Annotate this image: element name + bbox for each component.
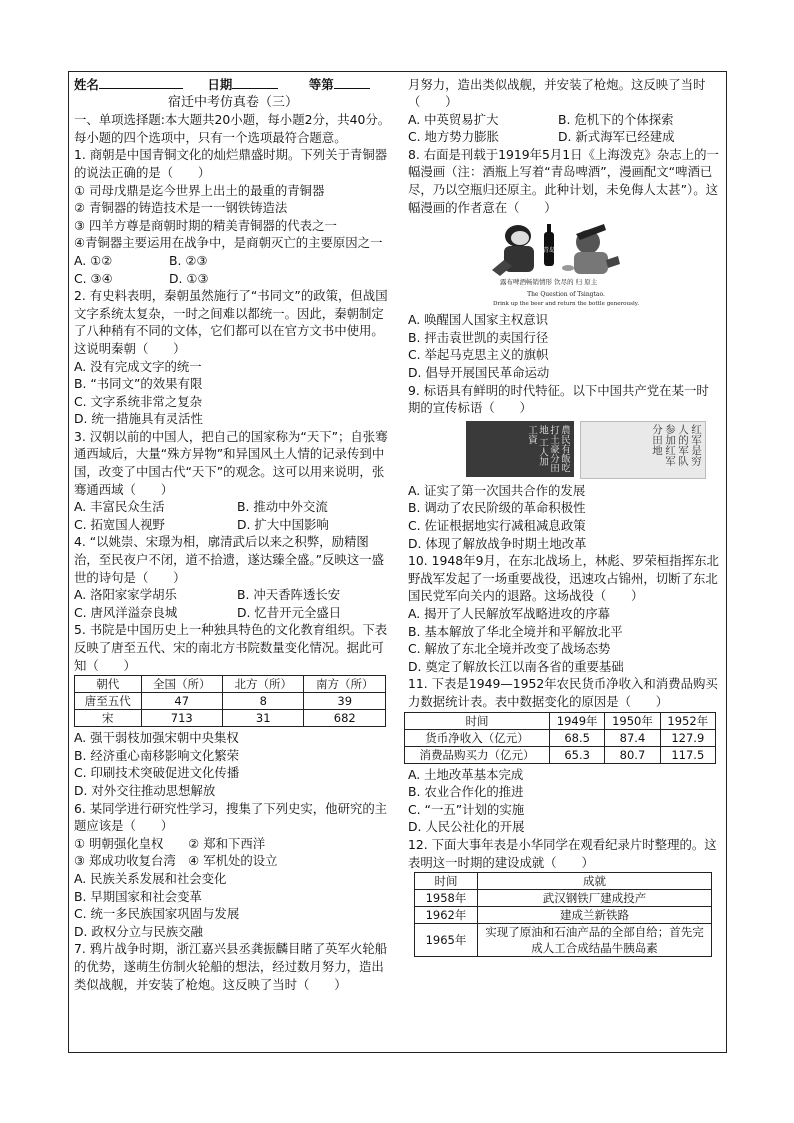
option-c[interactable]: C. 唐风洋溢奈良城 [74,604,178,620]
question-stem: 9. 标语具有鲜明的时代特征。以下中国共产党在某一时期的宣传标语（ ） [408,382,709,416]
table-cell: 唐至五代 [75,693,142,710]
table-cell: 实现了原油和石油产品的全部自给；首先完成人工合成结晶牛胰岛素 [478,924,712,957]
table-row [75,710,386,727]
question-stem: 4. “以姚崇、宋璟为相，廓清武后以来之积弊，励精图治，至民夜户不闭，道不拾遗，遂达臻全盛。”反映这一盛世的诗句是（ ） [74,534,384,585]
option-b[interactable]: B. 农业合作化的推进 [408,784,524,800]
table-header: 时间 [405,712,550,729]
section-intro: 一、单项选择题:本大题共20小题，每小题2分，共40分。每小题的四个选项中，只有一个选项最符合题意。 [74,112,391,145]
option-a[interactable]: A. 揭开了人民解放军战略进攻的序幕 [408,605,610,621]
option-b[interactable]: B. 推动中外交流 [237,499,328,515]
option-d[interactable]: D. 政权分立与民族交融 [74,923,203,939]
table-cell: 1965年 [415,924,478,957]
option-a[interactable]: A. 没有完成文字的统一 [74,358,202,374]
table-cell: 1958年 [415,890,478,907]
page-title: 宿迁中考仿真卷（三） [167,94,298,110]
option-b[interactable]: B. 早期国家和社会变革 [74,888,202,904]
option-d[interactable]: D. 统一措施具有灵活性 [74,411,203,427]
question-stem: 12. 下面大事年表是小华同学在观看纪录片时整理的。这表明这一时期的建设成就（ ） [408,836,717,870]
option-b[interactable]: B. 调动了农民阶级的革命积极性 [408,500,586,516]
option-d[interactable]: D. ①③ [169,270,209,286]
option-a[interactable]: A. ①② [74,252,113,268]
table-cell: 武汉钢铁厂建成投产 [478,890,712,907]
table-cell: 8 [222,693,303,710]
question-12 [408,836,720,957]
statement: ② 青铜器的铸造技术是一一钢铁铸造法 [74,200,288,216]
cartoon-caption-cn: 露布啤酒畅销情形 饮尽的 归 原主 [500,278,598,287]
right-column [408,76,720,957]
option-c[interactable]: C. 举起马克思主义的旗帜 [408,347,549,363]
left-column [74,76,392,993]
option-b[interactable]: B. “书同文”的效果有限 [74,376,203,392]
option-c[interactable]: C. 拓宽国人视野 [74,516,165,532]
statement: ④青铜器主要运用在战争中，是商朝灭亡的主要原因之一 [74,235,383,251]
option-b[interactable]: B. ②③ [169,252,208,268]
cartoon-figure [408,220,720,308]
table-header: 北方（所） [222,676,303,693]
table-row [415,924,712,957]
table-cell: 87.4 [605,729,660,746]
table-cell: 68.5 [550,729,605,746]
question-1 [74,146,392,287]
table-cell: 39 [304,693,386,710]
option-b[interactable]: B. 经济重心南移影响文化繁荣 [74,747,240,763]
option-c[interactable]: C. ③④ [74,270,113,286]
grade-label: 等第 [308,77,334,92]
table-header: 时间 [415,873,478,890]
option-b[interactable]: B. 抨击袁世凯的卖国行径 [408,329,549,345]
table-row [405,729,716,746]
table-cell: 127.9 [660,729,715,746]
slogan-poster-light-text: 红军是穷人的军队 参加红军分田地 [651,423,702,466]
cartoon-caption-en: Drink up the beer and return the bottle generously. [492,301,640,308]
header-line [74,76,392,94]
table-cell: 货币净收入（亿元） [405,729,550,746]
table-header: 朝代 [75,676,142,693]
question-5 [74,621,392,799]
question-8 [408,146,720,382]
option-d[interactable]: D. 扩大中国影响 [237,516,329,532]
statement: ① 司母戊鼎是迄今世界上出土的最重的青铜器 [74,182,325,198]
table-row [75,693,386,710]
option-d[interactable]: D. 对外交往推动思想解放 [74,782,216,798]
option-d[interactable]: D. 新式海军已经建成 [558,129,675,145]
question-stem: 8. 右面是刊载于1919年5月1日《上海泼克》杂志上的一幅漫画（注：酒瓶上写着“青岛啤酒”，漫画配文“啤酒已尽，乃以空瓶归还原主。此种计划，未免侮人太甚”）。这幅漫画的作者意在（ ） [408,146,719,215]
data-table [404,712,716,764]
question-2 [74,287,392,428]
option-a[interactable]: A. 强干弱枝加强宋朝中央集权 [74,730,239,746]
table-cell: 65.3 [550,746,605,763]
table-header: 1952年 [660,712,715,729]
table-header: 全国（所） [141,676,222,693]
table-header: 1950年 [605,712,660,729]
question-9 [408,382,720,553]
option-a[interactable]: A. 民族关系发展和社会变化 [74,870,227,886]
statement: ③ 郑成功收复台湾 ④ 军机处的设立 [74,853,278,869]
option-c[interactable]: C. 统一多民族国家巩固与发展 [74,906,240,922]
option-d[interactable]: D. 体现了解放战争时期土地改革 [408,535,587,551]
table-row [415,907,712,924]
option-a[interactable]: A. 丰富民众生活 [74,499,165,515]
table-header: 1949年 [550,712,605,729]
question-7-stem-continued: 月努力，造出类似战舰，并安装了枪炮。这反映了当时（ ） [408,76,706,110]
table-cell: 117.5 [660,746,715,763]
table-row [405,746,716,763]
table-cell: 宋 [75,710,142,727]
statement: ③ 四羊方尊是商朝时期的精美青铜器的代表之一 [74,217,337,233]
option-a[interactable]: A. 唤醒国人国家主权意识 [408,312,549,328]
option-d[interactable]: D. 倡导开展国民革命运动 [408,365,550,381]
table-cell: 80.7 [605,746,660,763]
table-cell: 47 [141,693,222,710]
cartoon-caption-en: The Question of Tsingtao. [527,291,605,299]
option-d[interactable]: D. 奠定了解放长江以南各省的重要基础 [408,658,624,674]
table-header: 成就 [478,873,712,890]
table-header: 南方（所） [304,676,386,693]
question-stem: 5. 书院是中国历史上一种独具特色的文化教育组织。下表反映了唐至五代、宋的南北方书院数量变化情况。据此可知（ ） [74,622,388,673]
date-label: 日期 [207,77,233,92]
statement: ① 明朝强化皇权 ② 郑和下西洋 [74,835,266,851]
question-stem: 3. 汉朝以前的中国人，把自己的国家称为“天下”；自张骞通西域后，大量“殊方异物”和异国风土人情的记录传到中国，改变了中国古代“天下”的观念。这可以用来说明，张骞通西域（ ） [74,428,388,497]
grade-field[interactable] [334,76,370,89]
table-cell: 31 [222,710,303,727]
option-c[interactable]: C. 文字系统非常之复杂 [74,393,203,409]
question-stem: 6. 某同学进行研究性学习，搜集了下列史实，他研究的主题应该是（ ） [74,800,388,834]
bottle-label: 青岛 [542,247,556,255]
cartoon-image [408,220,720,308]
option-a[interactable]: A. 中英贸易扩大 [408,111,499,127]
table-cell: 682 [304,710,386,727]
question-4 [74,533,392,621]
question-7-stem: 7. 鸦片战争时期，浙江嘉兴县丞龚振麟目睹了英军火轮船的优势，遂萌生仿制火轮船的想法，经过数月努力，造出类似战舰，并安装了枪炮。这反映了当时（ ） [74,941,388,992]
option-c[interactable]: C. “一五”计划的实施 [408,801,525,817]
table-cell: 713 [141,710,222,727]
option-b[interactable]: B. 基本解放了华北全境并和平解放北平 [408,623,623,639]
timeline-table [414,872,712,957]
option-d[interactable]: D. 人民公社化的开展 [408,819,525,835]
table-cell: 消费品购买力（亿元） [405,746,550,763]
option-b[interactable]: B. 冲天香阵透长安 [237,587,341,603]
question-6 [74,800,392,941]
option-a[interactable]: A. 土地改革基本完成 [408,766,524,782]
date-field[interactable] [232,76,278,89]
slogan-images [408,421,720,479]
name-label: 姓名 [74,77,99,92]
table-row [415,890,712,907]
option-a[interactable]: A. 洛阳家家学胡乐 [74,587,177,603]
question-stem: 11. 下表是1949—1952年农民货币净收入和消费品购买力数据统计表。表中数据变化的原因是（ ） [408,676,718,709]
question-3 [74,428,392,534]
question-stem: 1. 商朝是中国青铜文化的灿烂鼎盛时期。下列关于青铜器的说法正确的是（ ） [74,147,388,180]
option-c[interactable]: C. 地方势力膨胀 [408,129,499,145]
question-11 [408,675,720,836]
name-field[interactable] [99,76,183,89]
table-cell: 1962年 [415,907,478,924]
table-cell: 建成兰新铁路 [478,907,712,924]
option-c[interactable]: C. 解放了东北全境并改变了战场态势 [408,641,611,657]
option-c[interactable]: C. 佐证根据地实行减租减息政策 [408,518,586,533]
option-d[interactable]: D. 忆昔开元全盛日 [237,604,342,620]
question-stem: 2. 有史料表明，秦朝虽然施行了“书同文”的政策，但战国文字系统太复杂，一时之间难以都统一。因此，秦朝制定了八种稍有不同的文体，它们都可以在官方文书中使用。这说明秦朝（ ） [74,288,388,356]
question-stem: 10. 1948年9月，在东北战场上，林彪、罗荣桓指挥东北野战军发起了一场重要战役，迅速攻占锦州，切断了东北国民党军向关内的退路。这场战役（ ） [408,553,719,604]
data-table [74,675,386,727]
option-a[interactable]: A. 证实了第一次国共合作的发展 [408,482,586,498]
question-10 [408,552,720,675]
option-b[interactable]: B. 危机下的个体探索 [558,111,674,127]
slogan-poster-dark-text: 農民有飯吃 打土豪分田地 工人加工資 [526,424,570,473]
option-c[interactable]: C. 印刷技术突破促进文化传播 [74,765,240,781]
